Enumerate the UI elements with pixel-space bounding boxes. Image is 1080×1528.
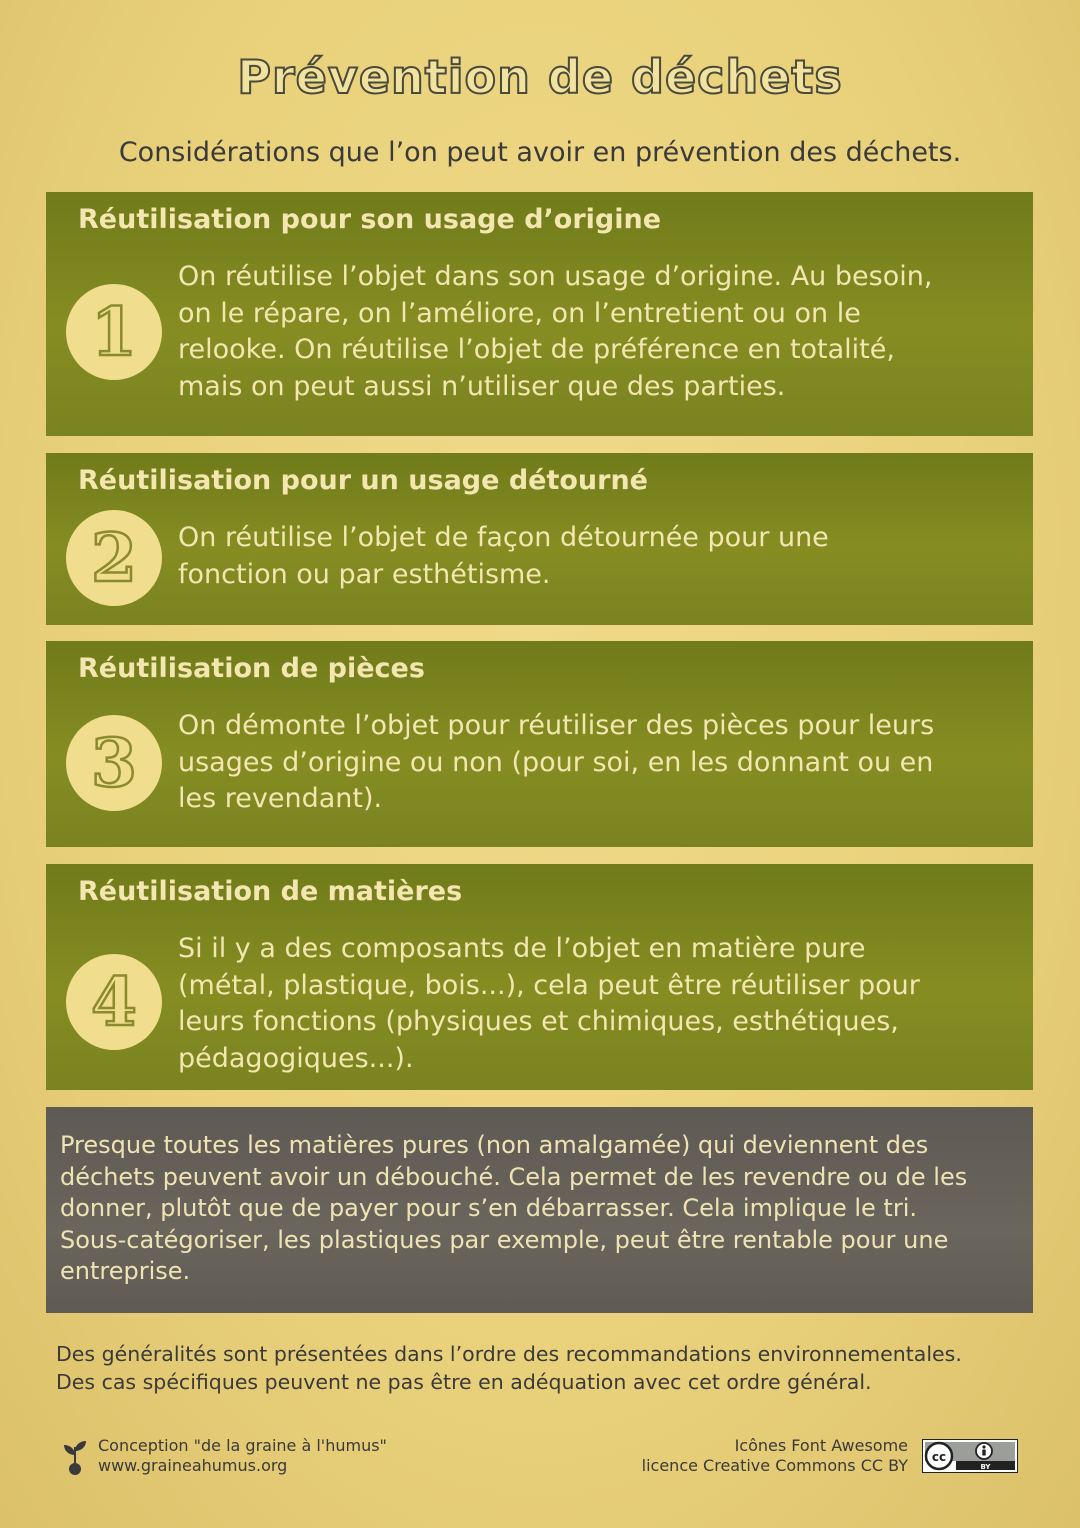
card-text-line: usages d’origine ou non (pour soi, en les donnant ou en <box>178 746 934 778</box>
card-text-line: Si il y a des composants de l’objet en matière pure <box>178 933 866 964</box>
footer-disclaimer <box>56 1340 962 1396</box>
note-line: donner, plutôt que de payer pour s’en débarrasser. Cela implique le tri. <box>60 1194 917 1222</box>
cc-by-label: BY <box>980 1463 991 1471</box>
credit-design <box>98 1436 387 1476</box>
number-badge <box>66 284 162 380</box>
number-badge-digit: 3 <box>91 724 137 802</box>
page-subtitle: Considérations que l’on peut avoir en prévention des déchets. <box>118 137 962 168</box>
number-badge-digit: 2 <box>91 519 137 597</box>
footer-line: Des généralités sont présentées dans l’ordre des recommandations environnementales. <box>56 1342 962 1366</box>
card-reuse-parts <box>46 641 1033 847</box>
note-line: déchets peuvent avoir un débouché. Cela permet de les revendre ou de les <box>60 1162 968 1191</box>
card-text-line: On réutilise l’objet de façon détournée pour une <box>178 522 829 553</box>
number-badge <box>66 715 162 811</box>
card-text-line: On réutilise l’objet dans son usage d’origine. Au besoin, <box>178 261 933 292</box>
card-text <box>178 931 920 1077</box>
number-badge <box>66 510 162 606</box>
credit-design-name: Conception "de la graine à l'humus" <box>98 1436 387 1455</box>
card-text-line: on le répare, on l’améliore, on l’entretient ou on le <box>178 297 861 329</box>
card-text-line: fonction ou par esthétisme. <box>178 558 551 590</box>
card-title: Réutilisation pour son usage d’origine <box>78 204 662 235</box>
card-text <box>178 520 829 593</box>
card-title: Réutilisation de matières <box>78 876 463 907</box>
credit-icons: Icônes Font Awesome <box>734 1436 908 1455</box>
card-text <box>178 708 934 818</box>
card-text-line: relooke. On réutilise l’objet de préférence en totalité, <box>178 334 895 365</box>
card-text-line: On démonte l’objet pour réutiliser des pièces pour leurs <box>178 710 935 741</box>
card-text <box>178 259 932 405</box>
svg-text:cc: cc <box>931 1450 947 1464</box>
note-line: Sous-catégoriser, les plastiques par exemple, peut être rentable pour une <box>60 1225 949 1254</box>
seedling-icon <box>62 1435 88 1477</box>
page-title: Prévention de déchets <box>237 50 843 104</box>
card-title: Réutilisation de pièces <box>78 653 425 684</box>
info-note <box>46 1107 1033 1313</box>
number-badge-digit: 4 <box>91 963 137 1041</box>
card-text-line: (métal, plastique, bois...), cela peut être réutiliser pour <box>178 969 920 1001</box>
card-text-line: pédagogiques...). <box>178 1042 414 1074</box>
note-line: Presque toutes les matières pures (non amalgamée) qui deviennent des <box>60 1131 929 1159</box>
card-reuse-materials <box>46 864 1033 1090</box>
credit-license-text: licence Creative Commons CC BY <box>641 1456 908 1475</box>
credit-website-link[interactable]: www.graineahumus.org <box>98 1456 288 1475</box>
number-badge <box>66 954 162 1050</box>
card-reuse-original <box>46 192 1033 436</box>
footer-line: Des cas spécifiques peuvent ne pas être en adéquation avec cet ordre général. <box>56 1370 872 1394</box>
number-badge-digit: 1 <box>91 293 137 371</box>
card-text-line: mais on peut aussi n’utiliser que des parties. <box>178 370 786 402</box>
info-note-text <box>60 1130 1025 1288</box>
card-reuse-diverted <box>46 453 1033 625</box>
credit-license <box>642 1436 908 1476</box>
card-text-line: les revendant). <box>178 783 383 814</box>
card-text-line: leurs fonctions (physiques et chimiques, esthétiques, <box>178 1006 899 1037</box>
cc-by-license-icon <box>922 1439 1018 1473</box>
note-line: entreprise. <box>60 1257 191 1285</box>
card-title: Réutilisation pour un usage détourné <box>78 465 648 496</box>
